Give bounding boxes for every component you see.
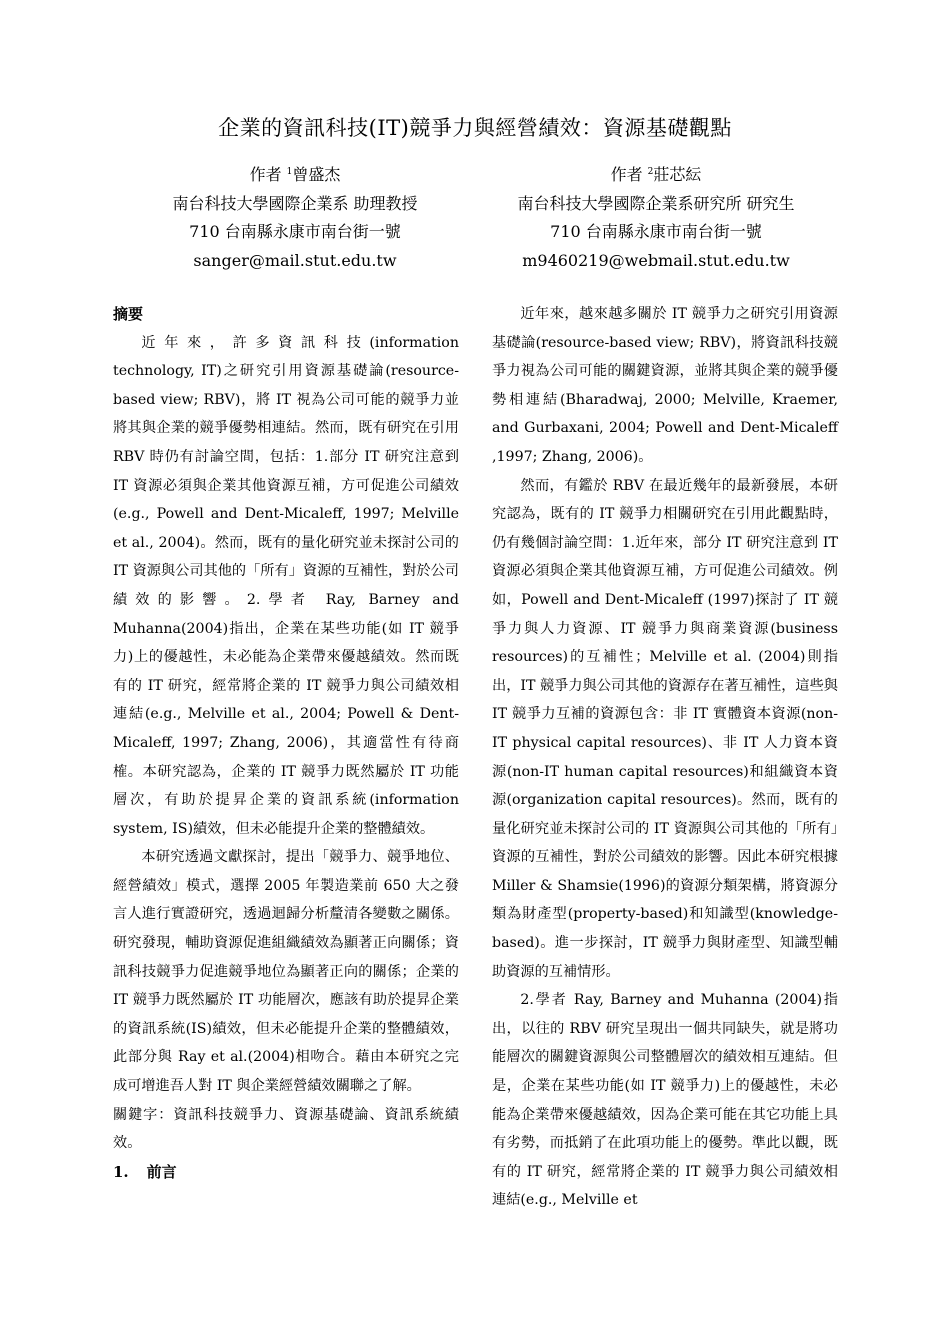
author-name-line xyxy=(456,158,856,190)
right-column xyxy=(492,300,838,1215)
author-prefix: 作者 xyxy=(610,165,643,184)
author-prefix: 作者 xyxy=(249,165,282,184)
author-email: sanger@mail.stut.edu.tw xyxy=(193,250,397,270)
left-column xyxy=(113,300,459,1186)
paper-title: 企業的資訊科技(IT)競爭力與經營績效：資源基礎觀點 xyxy=(218,116,732,140)
author-superscript: 1 xyxy=(286,167,293,177)
author-name: 莊芯紜 xyxy=(653,165,702,184)
author-block-2 xyxy=(456,158,856,275)
abstract-paragraph-1: 近年來，許多資訊科技(information technology, IT)之研究引用資源基礎論(resource-based view; RBV)，將 IT 視為公司可能的競爭力並將其與企業的競爭優勢相連結。然而，既有研究在引用 RBV 時仍有討論空間，包括：1.部分 IT 研究注意到 IT 資源必須與企業其他資源互補，方可促進公司績效(e.g., Powell and Dent-Micaleff, 1997; Melville et al., 2004)。然而，既有的量化研究並未探討公司的 IT 資源與公司其他的「所有」資源的互補性，對於公司績效的影響。2.學者 Ray, Barney and Muhanna(2004)指出，企業在某些功能(如 IT 競爭力)上的優越性，未必能為企業帶來優越績效。然而既有的 IT 研究，經常將企業的 IT 競爭力與公司績效相連結(e.g., Melville et al., 2004; Powell & Dent-Micaleff, 1997; Zhang, 2006)，其適當性有待商榷。本研究認為，企業的 IT 競爭力既然屬於 IT 功能層次，有助於提昇企業的資訊系統(information system, IS)績效，但未必能提升企業的整體績效。 xyxy=(113,334,459,837)
intro-paragraph-2: 然而，有鑑於 RBV 在最近幾年的最新發展，本研究認為，既有的 IT 競爭力相關研究在引用此觀點時，仍有幾個討論空間：1.近年來，部分 IT 研究注意到 IT 資源必須與企業其他資源互補，方可促進公司績效。例如，Powell and Dent-Micaleff (1997)探討了 IT 競爭力與人力資源、IT 競爭力與商業資源(business resources)的互補性；Melville et al. (2004)則指出，IT 競爭力與公司其他的資源存在著互補性，這些與 IT 競爭力互補的資源包含：非 IT 實體資本資源(non-IT physical capital resources)、非 IT 人力資本資源(non-IT human capital resources)和組織資本資源(organization capital resources)。然而，既有的量化研究並未探討公司的 IT 資源與公司其他的「所有」資源的互補性，對於公司績效的影響。因此本研究根據 Miller & Shamsie(1996)的資源分類架構，將資源分類為財產型(property-based)和知識型(knowledge-based)。進一步探討，IT 競爭力與財產型、知識型輔助資源的互補情形。 xyxy=(492,477,838,980)
section-heading-introduction xyxy=(113,1158,459,1187)
author-affiliation: 南台科技大學國際企業系 助理教授 xyxy=(172,193,418,213)
abstract-paragraph-2: 本研究透過文獻探討，提出「競爭力、競爭地位、經營績效」模式，選擇 2005 年製造業前 650 大之發言人進行實證研究，透過迴歸分析釐清各變數之關係。研究發現，輔助資源促進組織績效為顯著正向關係；資訊科技競爭力促進競爭地位為顯著正向的關係；企業的 IT 競爭力既然屬於 IT 功能層次，應該有助於提昇企業的資訊系統(IS)績效，但未必能提升企業的整體績效，此部分與 Ray et al.(2004)相吻合。藉由本研究之完成可增進吾人對 IT 與企業經營績效關聯之了解。 xyxy=(113,849,459,1095)
abstract-heading: 摘要 xyxy=(113,305,144,323)
author-name: 曾盛杰 xyxy=(292,165,341,184)
author-affiliation: 南台科技大學國際企業系研究所 研究生 xyxy=(517,193,795,213)
author-email: m9460219@webmail.stut.edu.tw xyxy=(522,250,790,270)
author-address: 710 台南縣永康市南台街一號 xyxy=(189,222,401,242)
section-title: 前言 xyxy=(146,1162,177,1181)
keywords: 關鍵字：資訊科技競爭力、資源基礎論、資訊系統績效。 xyxy=(113,1106,459,1152)
intro-paragraph-1: 近年來，越來越多關於 IT 競爭力之研究引用資源基礎論(resource-based view; RBV)，將資訊科技競爭力視為公司可能的關鍵資源，並將其與企業的競爭優勢相連結(Bharadwaj, 2000; Melville, Kraemer, and Gurbaxani, 2004; Powell and Dent-Micaleff ,1997; Zhang, 2006)。 xyxy=(492,306,838,465)
author-superscript: 2 xyxy=(647,167,654,177)
author-name-line xyxy=(95,158,495,190)
author-block-1 xyxy=(95,158,495,275)
section-number: 1. xyxy=(113,1162,129,1181)
author-address: 710 台南縣永康市南台街一號 xyxy=(550,222,762,242)
intro-paragraph-3: 2.學者 Ray, Barney and Muhanna (2004)指出，以往的 RBV 研究呈現出一個共同缺失，就是將功能層次的關鍵資源與公司整體層次的績效相互連結。但是，企業在某些功能(如 IT 競爭力)上的優越性，未必能為企業帶來優越績效，因為企業可能在其它功能上具有劣勢，而抵銷了在此項功能上的優勢。準此以觀，既有的 IT 研究，經常將企業的 IT 競爭力與公司績效相連結(e.g., Melville et xyxy=(492,992,838,1209)
